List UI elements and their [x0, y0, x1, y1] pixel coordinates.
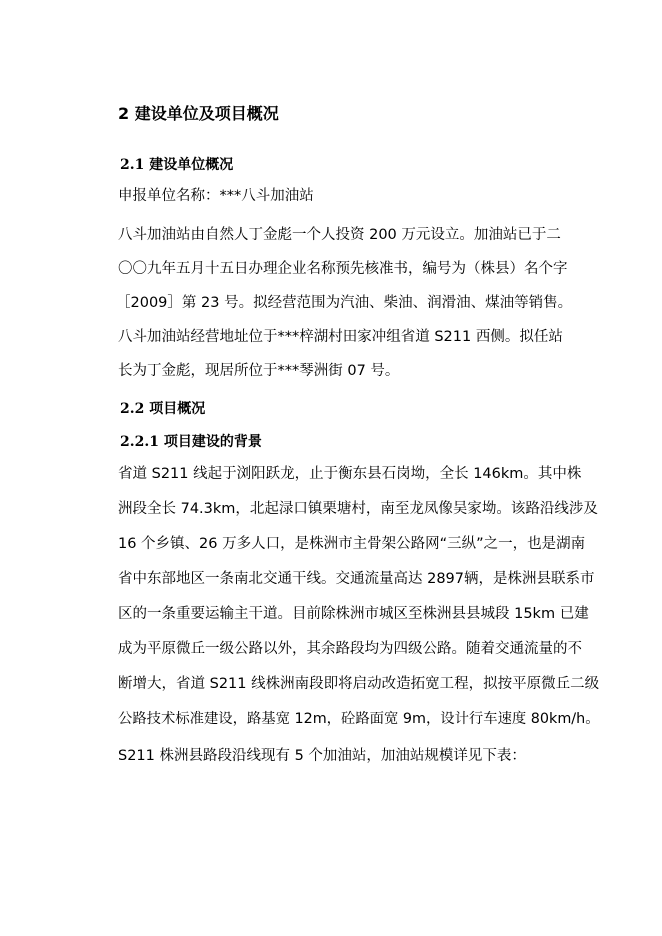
chapter-heading: 2 建设单位及项目概况 [118, 104, 279, 123]
para-2-1-line-1: 八斗加油站由自然人丁金彪一个人投资 200 万元设立。加油站已于二 [118, 227, 561, 243]
para-2-1b-line-1: 八斗加油站经营地址位于***梓湖村田家冲组省道 S211 西侧。拟任站 [118, 329, 563, 345]
unit-name-line: 申报单位名称：***八斗加油站 [118, 188, 314, 204]
para-2-2-1-line-2: 洲段全长 74.3km，北起渌口镇栗塘村，南至龙凤像吴家坳。该路沿线涉及 [118, 501, 598, 517]
section-2-2-heading: 2.2 项目概况 [120, 401, 206, 417]
para-2-1-line-2: 〇〇九年五月十五日办理企业名称预先核准书，编号为（株县）名个字 [118, 261, 568, 277]
para-2-1-line-3: ［2009］第 23 号。拟经营范围为汽油、柴油、润滑油、煤油等销售。 [116, 295, 573, 311]
section-2-1-heading: 2.1 建设单位概况 [120, 157, 234, 173]
para-2-2-1-line-4: 省中东部地区一条南北交通干线。交通流量高达 2897辆，是株洲县联系市 [118, 571, 595, 587]
para-2-2-1-line-6: 成为平原微丘一级公路以外，其余路段均为四级公路。随着交通流量的不 [118, 641, 582, 657]
para-2-2-1-line-5: 区的一条重要运输主干道。目前除株洲市城区至株洲县县城段 15km 已建 [118, 606, 589, 622]
section-2-2-1-heading: 2.2.1 项目建设的背景 [120, 434, 262, 450]
para-2-2-1-line-3: 16 个乡镇、26 万多人口，是株洲市主骨架公路网“三纵”之一，也是湖南 [118, 536, 586, 552]
para-2-2-1b: S211 株洲县路段沿线现有 5 个加油站，加油站规模详见下表： [118, 748, 526, 764]
para-2-2-1-line-8: 公路技术标准建设，路基宽 12m，砼路面宽 9m，设计行车速度 80km/h。 [118, 711, 600, 727]
para-2-2-1-line-7: 断增大，省道 S211 线株洲南段即将启动改造拓宽工程，拟按平原微丘二级 [118, 676, 600, 692]
para-2-1b-line-2: 长为丁金彪，现居所位于***琴洲街 07 号。 [118, 363, 400, 379]
para-2-2-1-line-1: 省道 S211 线起于浏阳跃龙，止于衡东县石岗坳，全长 146km。其中株 [118, 466, 582, 482]
